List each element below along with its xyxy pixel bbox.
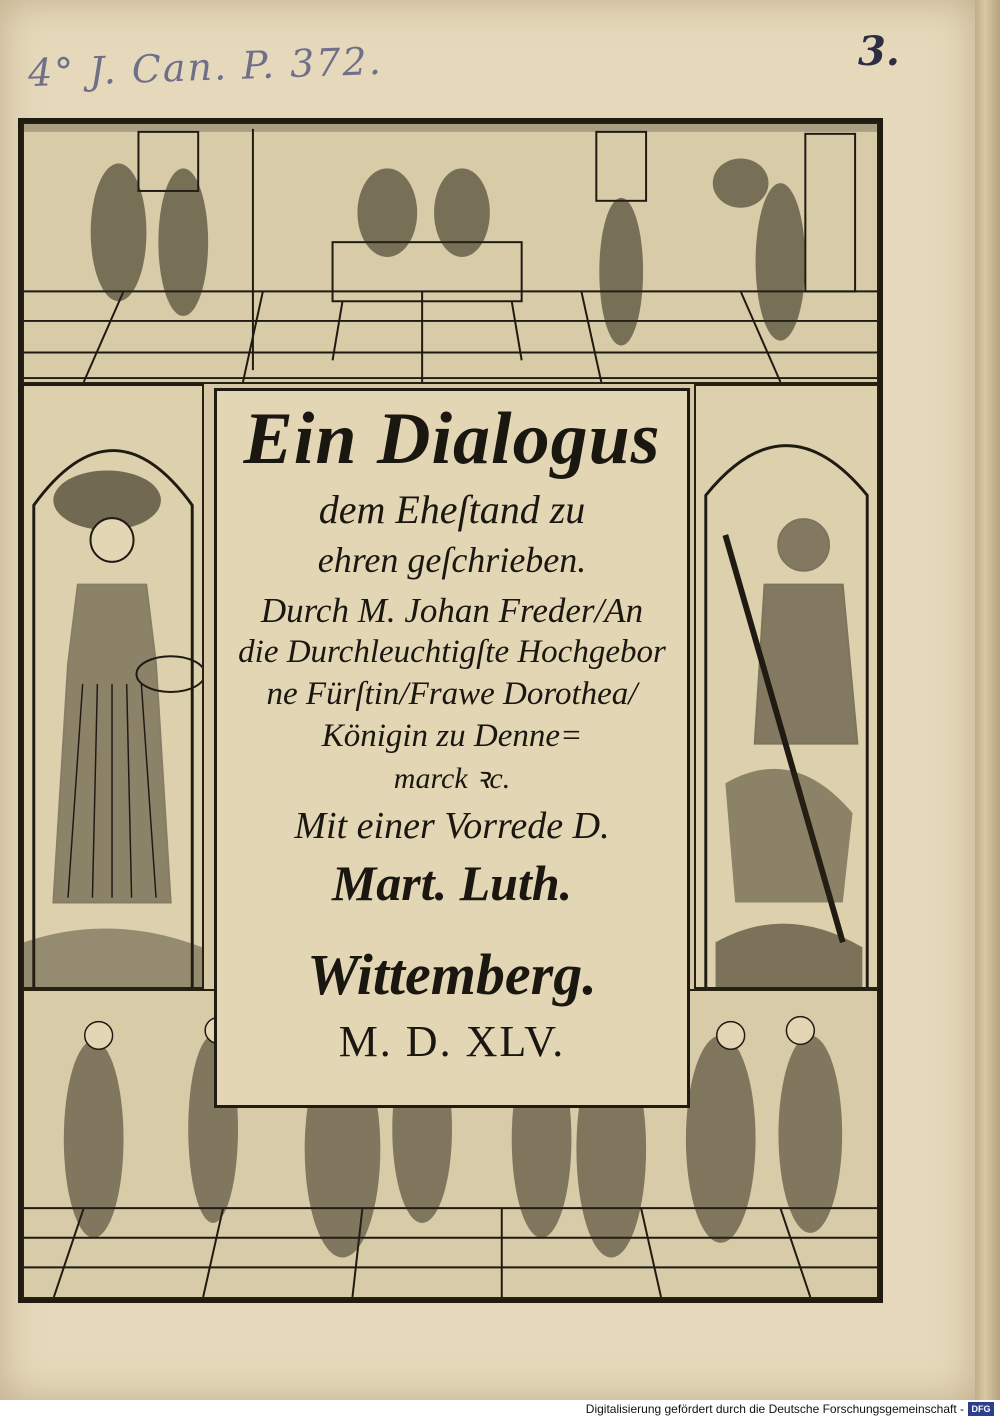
swordsman-figure-illustration: [696, 386, 877, 987]
title-line-10: Mart. Luth.: [331, 855, 573, 911]
title-line-2: dem Eheſtand zu: [318, 487, 586, 532]
title-line-9: Mit einer Vorrede D.: [294, 805, 610, 847]
woodcut-right-panel: [694, 384, 879, 989]
woodcut-left-panel: [22, 384, 204, 989]
shelfmark-annotation: 4° J. Can. P. 372.: [27, 38, 384, 96]
woodcut-top-panel: [22, 122, 879, 384]
folio-number: 3.: [858, 28, 900, 75]
ornament-left-top: [22, 384, 204, 386]
dfg-logo-icon: DFG: [968, 1402, 994, 1416]
imprint-year: M. D. XLV.: [338, 1017, 566, 1066]
title-line-7: Königin zu Denne=: [321, 718, 583, 754]
banquet-scene-illustration: [24, 124, 877, 382]
title-line-5: die Durchleuchtigſte Hochgebor: [238, 634, 666, 670]
title-line-4: Durch M. Johan Freder/An: [260, 591, 644, 630]
page-edge: [975, 0, 1000, 1400]
title-line-6: ne Fürſtin/Frawe Dorothea/: [266, 676, 638, 712]
digitization-footer: [0, 1400, 1000, 1419]
imprint-place: Wittemberg.: [307, 942, 597, 1007]
title-line-3: ehren geſchrieben.: [317, 540, 587, 580]
footer-credit: Digitalisierung gefördert durch die Deutsche Forschungsgemeinschaft -: [585, 1402, 964, 1416]
woman-figure-illustration: [24, 386, 202, 987]
title-line-1: Ein Dialogus: [243, 398, 661, 480]
title-line-8: marck ꝛc.: [393, 762, 511, 795]
title-panel: [214, 388, 690, 1108]
